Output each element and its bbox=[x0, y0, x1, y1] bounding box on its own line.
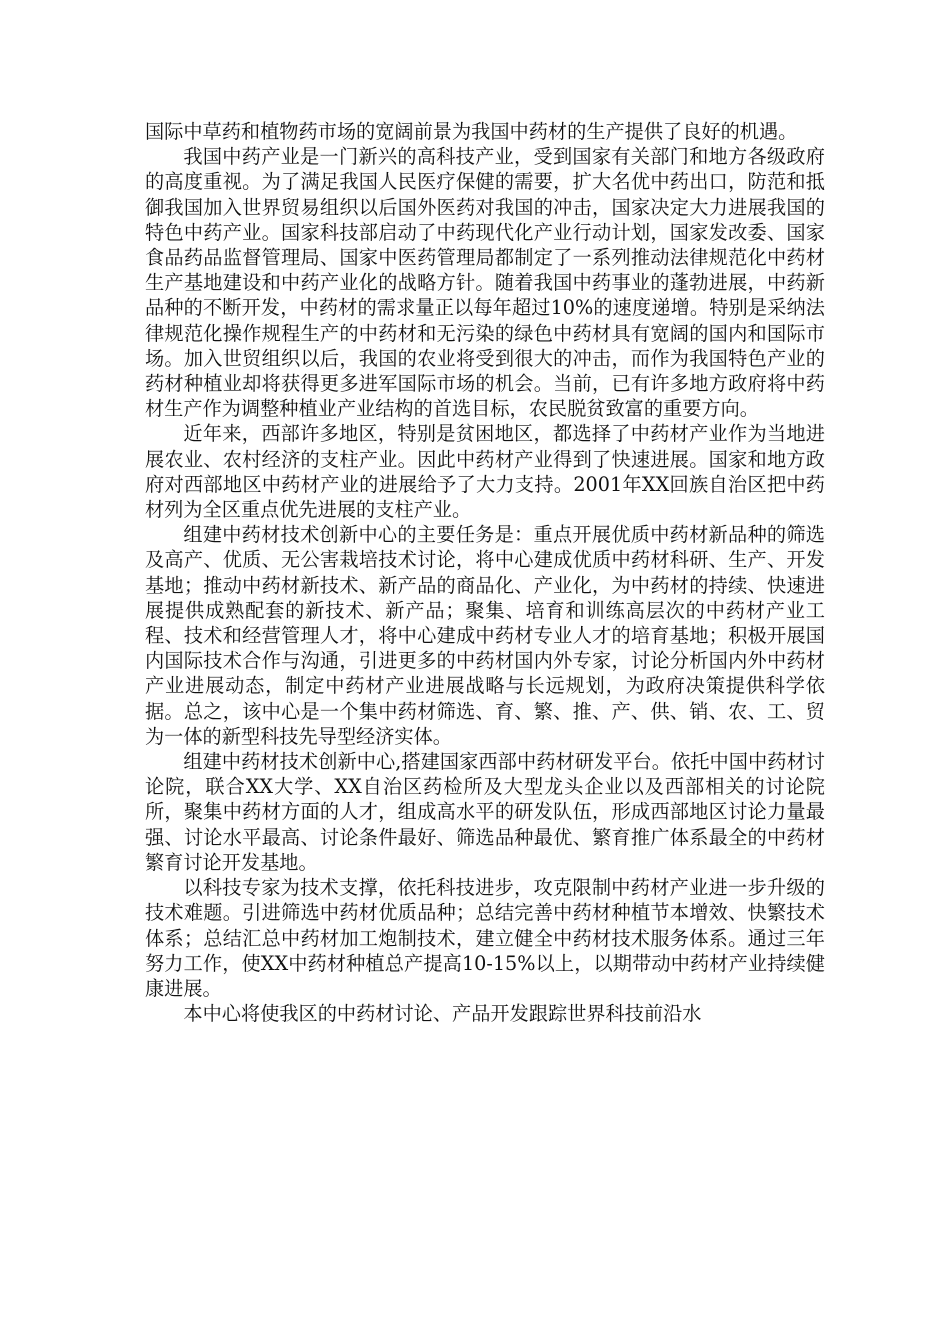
paragraph-5: 组建中药材技术创新中心,搭建国家西部中药材研发平台。依托中国中药材讨论院，联合XX大学、XX自治区药检所及大型龙头企业以及西部相关的讨论院所，聚集中药材方面的人才，组成高水平的研发队伍，形成西部地区讨论力量最强、讨论水平最高、讨论条件最好、筛选品种最优、繁育推广体系最全的中药材繁育讨论开发基地。 bbox=[145, 750, 825, 874]
paragraph-6: 以科技专家为技术支撑，依托科技进步，攻克限制中药材产业进一步升级的技术难题。引进筛选中药材优质品种；总结完善中药材种植节本增效、快繁技术体系；总结汇总中药材加工炮制技术，建立健全中药材技术服务体系。通过三年努力工作，使XX中药材种植总产提高10-15%以上，以期带动中药材产业持续健康进展。 bbox=[145, 876, 825, 1000]
paragraph-3: 近年来，西部许多地区，特别是贫困地区，都选择了中药材产业作为当地进展农业、农村经济的支柱产业。因此中药材产业得到了快速进展。国家和地方政府对西部地区中药材产业的进展给予了大力支持。2001年XX回族自治区把中药材列为全区重点优先进展的支柱产业。 bbox=[145, 422, 825, 522]
paragraph-1: 国际中草药和植物药市场的宽阔前景为我国中药材的生产提供了良好的机遇。 bbox=[145, 120, 798, 143]
paragraph-7: 本中心将使我区的中药材讨论、产品开发跟踪世界科技前沿水 bbox=[183, 1002, 702, 1026]
document-page bbox=[145, 119, 825, 1026]
paragraph-2: 我国中药产业是一门新兴的高科技产业，受到国家有关部门和地方各级政府的高度重视。为了满足我国人民医疗保健的需要，扩大名优中药出口，防范和抵御我国加入世界贸易组织以后国外医药对我国的冲击，国家决定大力进展我国的特色中药产业。国家科技部启动了中药现代化产业行动计划，国家发改委、国家食品药品监督管理局、国家中医药管理局都制定了一系列推动法律规范化中药材生产基地建设和中药产业化的战略方针。随着我国中药事业的蓬勃进展，中药新品种的不断开发，中药材的需求量正以每年超过10%的速度递增。特别是采纳法律规范化操作规程生产的中药材和无污染的绿色中药材具有宽阔的国内和国际市场。加入世贸组织以后，我国的农业将受到很大的冲击，而作为我国特色产业的药材种植业却将获得更多进军国际市场的机会。当前，已有许多地方政府将中药材生产作为调整种植业产业结构的首选目标，农民脱贫致富的重要方向。 bbox=[145, 145, 825, 421]
paragraph-4: 组建中药材技术创新中心的主要任务是：重点开展优质中药材新品种的筛选及高产、优质、无公害栽培技术讨论，将中心建成优质中药材科研、生产、开发基地；推动中药材新技术、新产品的商品化、产业化，为中药材的持续、快速进展提供成熟配套的新技术、新产品；聚集、培育和训练高层次的中药材产业工程、技术和经营管理人才，将中心建成中药材专业人才的培育基地；积极开展国内国际技术合作与沟通，引进更多的中药材国内外专家，讨论分析国内外中药材产业进展动态，制定中药材产业进展战略与长远规划，为政府决策提供科学依据。总之，该中心是一个集中药材筛选、育、繁、推、产、供、销、农、工、贸为一体的新型科技先导型经济实体。 bbox=[145, 523, 825, 748]
